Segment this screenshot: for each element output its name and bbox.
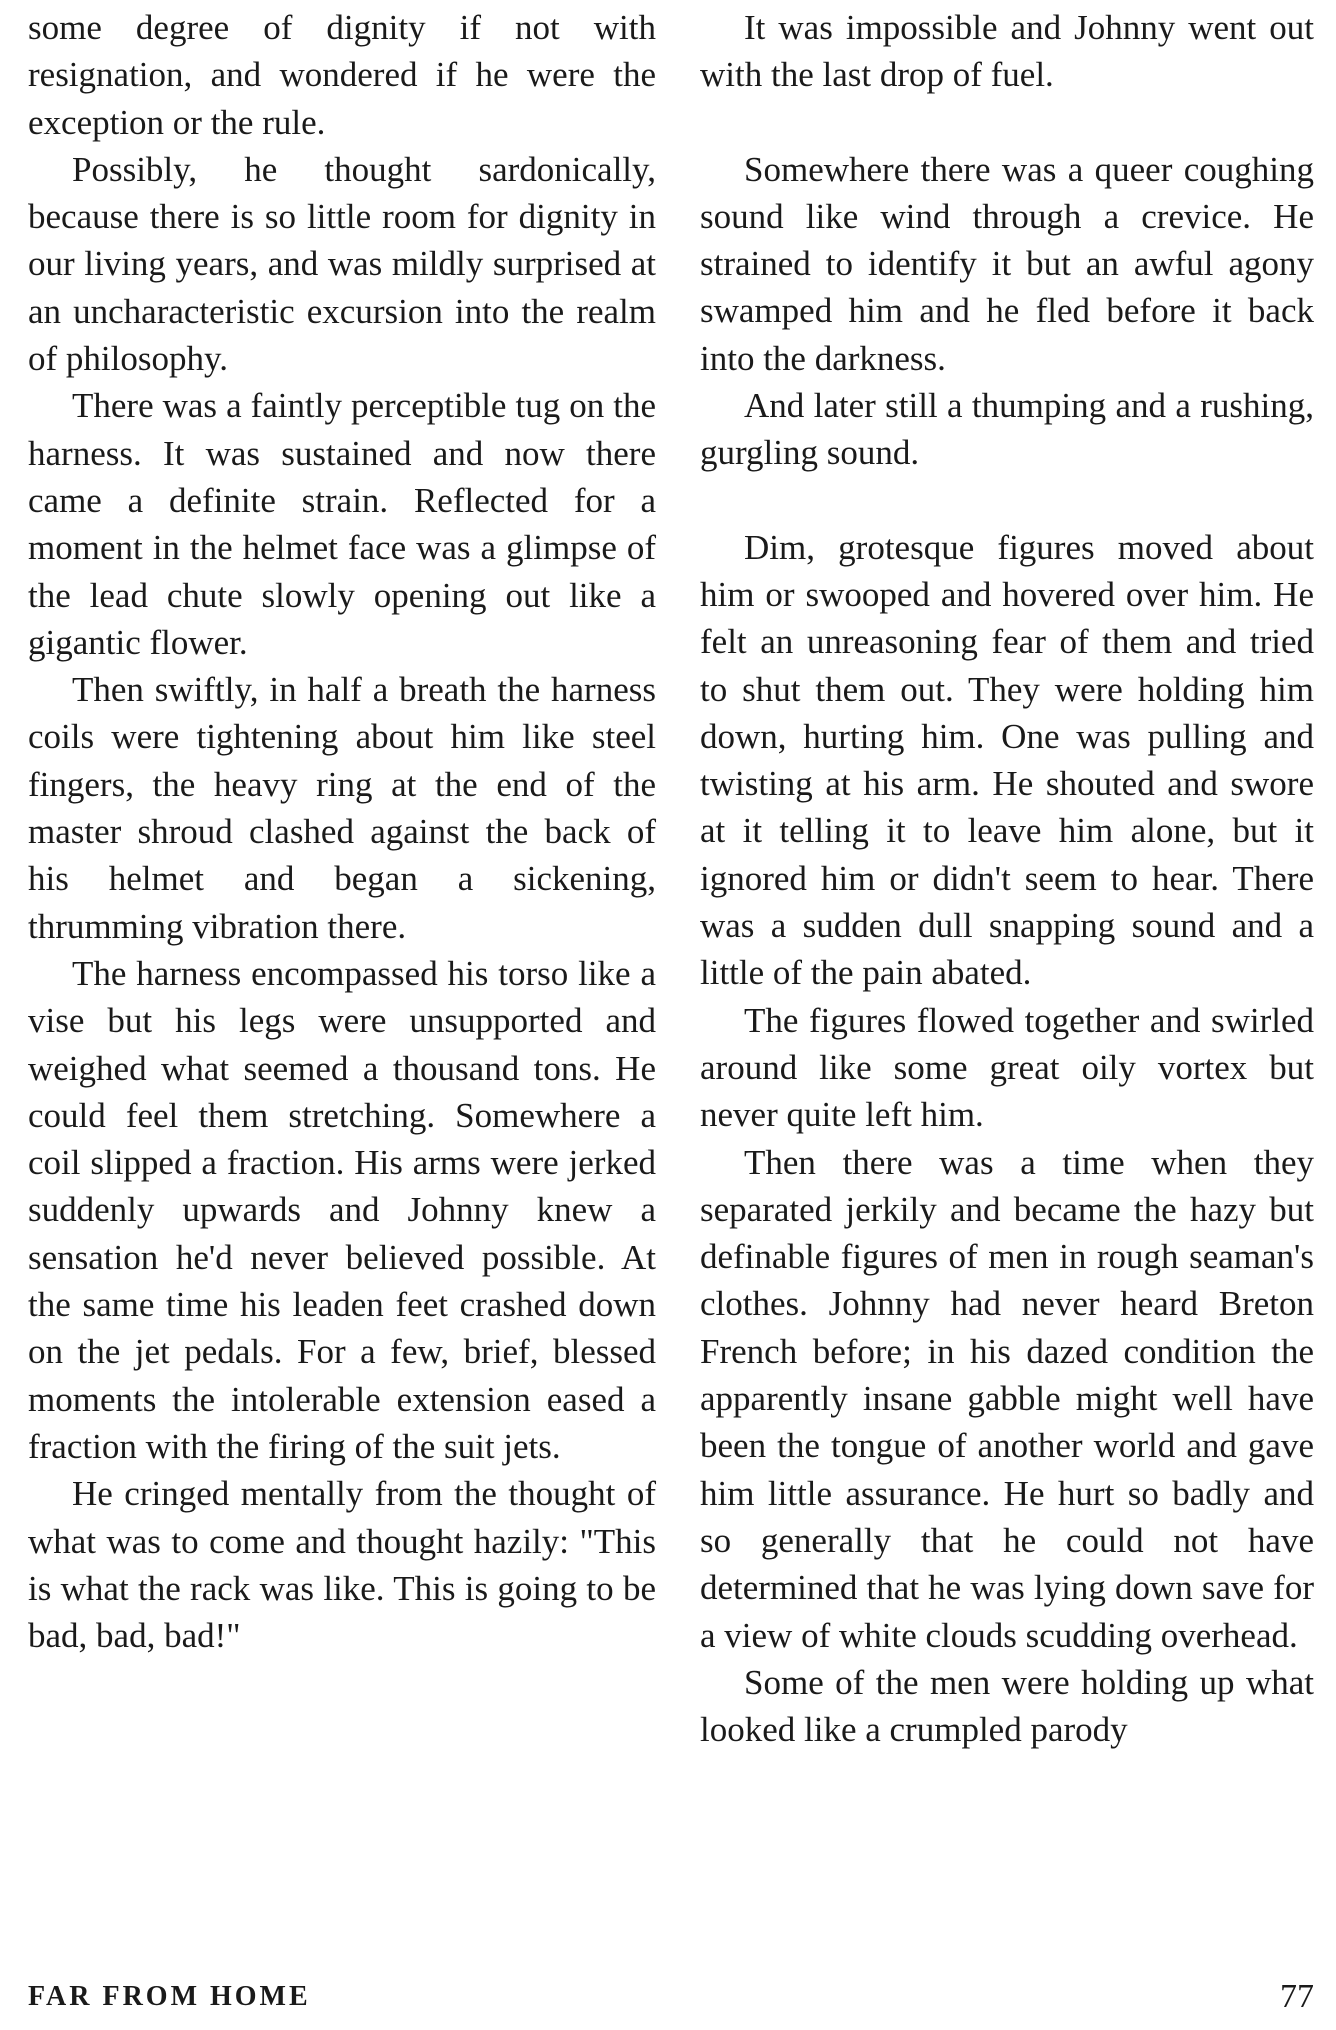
paragraph: Then there was a time when they separated jerkily and became the hazy but definable figures of men in rough seaman's clothes. Johnny had never heard Breton French before; in his dazed condition the apparently insane gabble might well have been the tongue of another world and gave him little assurance. He hurt so badly and so generally that he could not have determined that he was lying down save for a view of white clouds scudding overhead. [700, 1142, 1314, 1655]
page-number: 77 [1280, 1978, 1314, 2015]
page-footer [28, 1975, 1314, 2019]
left-column [28, 4, 656, 1659]
paragraph: And later still a thumping and a rushing, gurgling sound. [700, 386, 1314, 473]
paragraph: Then swiftly, in half a breath the harness coils were tightening about him like steel fingers, the heavy ring at the end of the master shroud clashed against the back of his helmet and began a sickening, thrumming vibration there. [28, 670, 656, 946]
paragraph: Dim, grotesque figures moved about him or swooped and hovered over him. He felt an unreasoning fear of them and tried to shut them out. They were holding him down, hurting him. One was pulling and twisting at his arm. He shouted and swore at it telling it to leave him alone, but it ignored him or didn't seem to hear. There was a sudden dull snapping sound and a little of the pain abated. [700, 527, 1314, 993]
paragraph: Some of the men were holding up what looked like a crumpled parody [700, 1662, 1314, 1750]
paragraph: Possibly, he thought sardonically, because there is so little room for dignity in our living years, and was mildly surprised at an uncharacteristic excursion into the realm of philosophy. [28, 149, 656, 379]
right-column [700, 4, 1314, 1753]
paragraph: The harness encompassed his torso like a vise but his legs were unsupported and weighed what seemed a thousand tons. He could feel them stretching. Somewhere a coil slipped a fraction. His arms were jerked suddenly upwards and Johnny knew a sensation he'd never believed possible. At the same time his leaden feet crashed down on the jet pedals. For a few, brief, blessed moments the intolerable extension eased a fraction with the firing of the suit jets. [28, 953, 656, 1466]
running-title: FAR FROM HOME [28, 1981, 311, 2012]
paragraph: He cringed mentally from the thought of what was to come and thought hazily: "This is what the rack was like. This is going to be bad, bad, bad!" [28, 1474, 656, 1656]
paragraph: The figures flowed together and swirled around like some great oily vortex but never quite left him. [700, 1000, 1314, 1135]
paragraph: It was impossible and Johnny went out with the last drop of fuel. [700, 8, 1314, 95]
paragraph: some degree of dignity if not with resignation, and wondered if he were the exception or the rule. [28, 8, 656, 142]
paragraph: Somewhere there was a queer coughing sound like wind through a crevice. He strained to identify it but an awful agony swamped him and he fled before it back into the darkness. [700, 149, 1314, 378]
paragraph: There was a faintly perceptible tug on the harness. It was sustained and now there came a definite strain. Reflected for a moment in the helmet face was a glimpse of the lead chute slowly opening out like a gigantic flower. [28, 386, 656, 662]
